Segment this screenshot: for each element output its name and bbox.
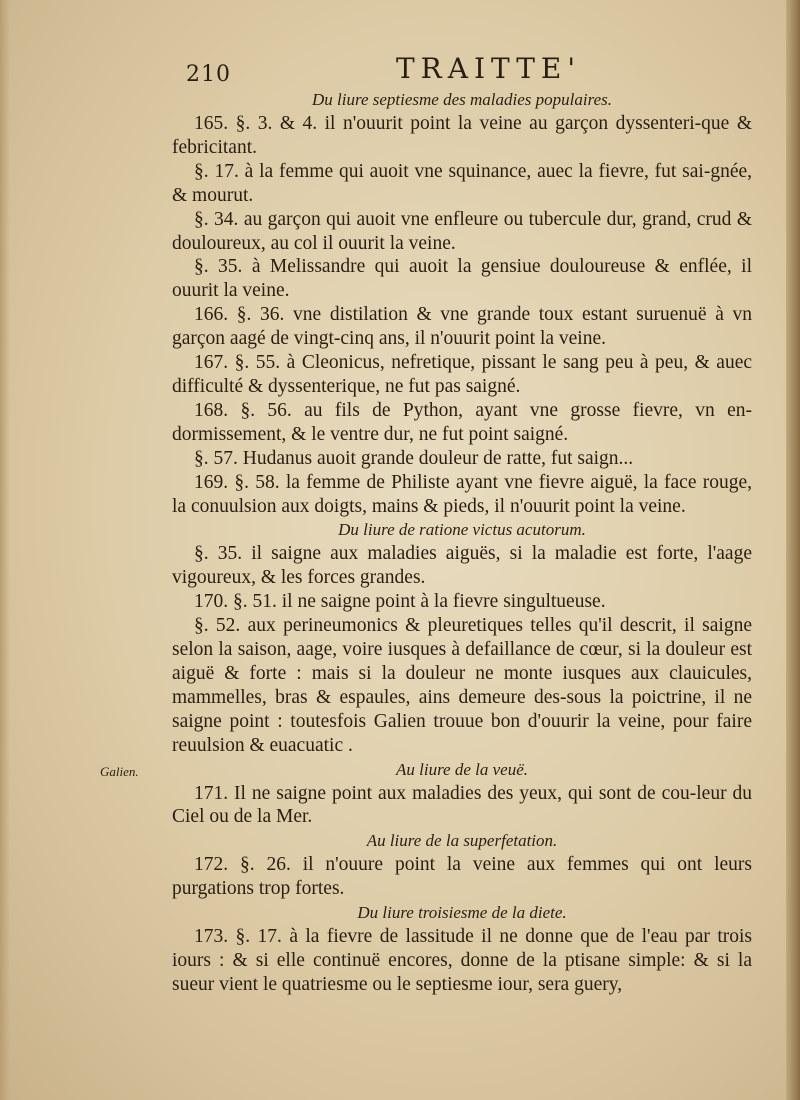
paragraph: 166. §. 36. vne distilation & vne grande toux estant suruenuë à vn garçon aagé de vingt-cinq ans, il n'ouurit point la veine.	[172, 304, 752, 350]
running-head: TRAITTE'	[396, 52, 582, 85]
paragraph: 171. Il ne saigne point aux maladies des yeux, qui sont de cou-leur du Ciel ou de la Mer.	[172, 782, 752, 828]
paragraph: 168. §. 56. au fils de Python, ayant vne grosse fievre, vn en-dormissement, & le ventre dur, ne fut point saigné.	[172, 399, 752, 445]
page-left-edge	[0, 0, 10, 1100]
paragraph: 172. §. 26. il n'ouure point la veine aux femmes qui ont leurs purgations trop fortes.	[172, 854, 752, 900]
paragraph: §. 34. au garçon qui auoit vne enfleure ou tubercule dur, grand, crud & douloureux, au col il ouurit la veine.	[172, 208, 752, 254]
paragraph: §. 17. à la femme qui auoit vne squinance, auec la fievre, fut sai-gnée, & mourut.	[172, 160, 752, 206]
section-heading: Au liure de la veuë.	[395, 759, 528, 779]
paragraph: 170. §. 51. il ne saigne point à la fievre singultueuse.	[194, 591, 606, 613]
paragraph: 165. §. 3. & 4. il n'ouurit point la veine au garçon dyssenteri-que & febricitant.	[172, 113, 752, 158]
paragraph: §. 35. à Melissandre qui auoit la gensiue douloureuse & enflée, il ouurit la veine.	[172, 256, 752, 302]
paragraph: 167. §. 55. à Cleonicus, nefretique, pissant le sang peu à peu, & auec difficulté & dyssenterique, ne fut pas saigné.	[172, 352, 752, 397]
paragraph: §. 52. aux perineumonics & pleuretiques telles qu'il descrit, il saigne selon la saison, aage, voire iusques à defaillance de cœur, si la douleur est aiguë & forte : mais si la douleur ne monte iusques aux clauicules, mammelles, bras & espaules, ains demeure des-sous la poictrine, il ne saigne point : toutesfois Galien trouue bon d'ouurir la veine, pour faire reuulsion & euacuatic .	[172, 615, 752, 756]
page-number: 210	[186, 62, 231, 87]
paragraph: 169. §. 58. la femme de Philiste ayant vne fievre aiguë, la face rouge, la conuulsion aux doigts, mains & pieds, il n'ouurit point la veine.	[172, 471, 752, 517]
section-heading: Du liure troisiesme de la diete.	[357, 903, 567, 923]
margin-note: Galien.	[100, 764, 139, 779]
section-heading: Du liure septiesme des maladies populaires.	[312, 90, 612, 109]
paragraph: §. 57. Hudanus auoit grande douleur de ratte, fut saign...	[194, 447, 634, 469]
paragraph: 173. §. 17. à la fievre de lassitude il ne donne que de l'eau par trois iours : & si elle continuë encores, donne de la ptisane simple: & si la sueur vient le quatriesme ou le septiesme iour, sera guery,	[172, 926, 752, 995]
section-heading: Du liure de ratione victus acutorum.	[338, 520, 586, 540]
section-heading: Au liure de la superfetation.	[366, 831, 558, 851]
paragraph: §. 35. il saigne aux maladies aiguës, si la maladie est forte, l'aage vigoureux, & les forces grandes.	[172, 543, 752, 589]
page-gutter-shadow	[786, 0, 800, 1100]
text-block	[172, 88, 752, 997]
